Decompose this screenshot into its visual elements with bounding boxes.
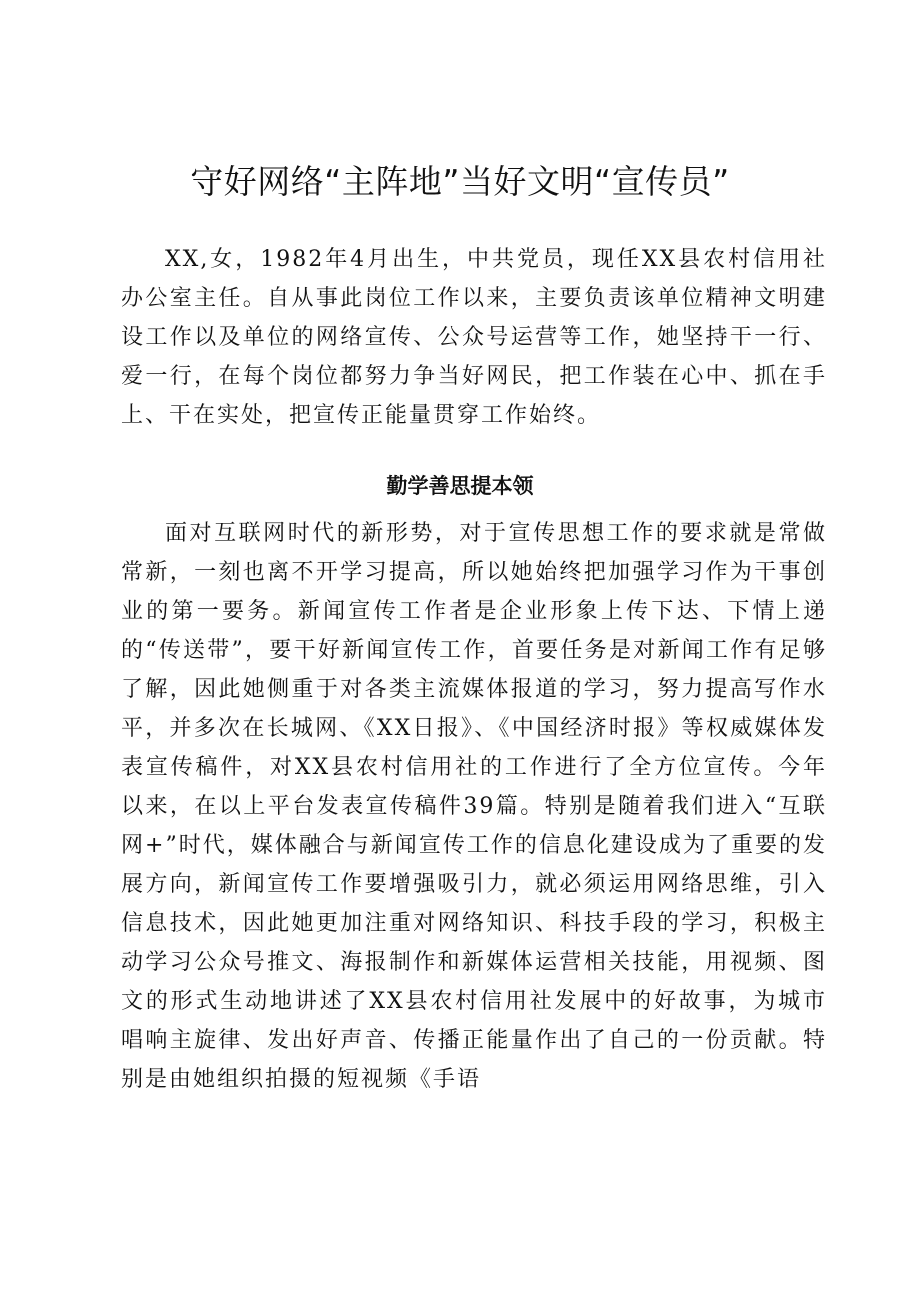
section-heading: 勤学善思提本领 <box>386 474 534 498</box>
intro-paragraph: XX,女，1982年4月出生，中共党员，现任XX县农村信用社办公室主任。自从事此岗位工作以来，主要负责该单位精神文明建设工作以及单位的网络宣传、公众号运营等工作，她坚持干一行、爱一行，在每个岗位都努力争当好网民，把工作装在心中、抓在手上、干在实处，把宣传正能量贯穿工作始终。 <box>121 247 827 428</box>
body-paragraph: 面对互联网时代的新形势，对于宣传思想工作的要求就是常做常新，一刻也离不开学习提高，所以她始终把加强学习作为干事创业的第一要务。新闻宣传工作者是企业形象上传下达、下情上递的“传送带”，要干好新闻宣传工作，首要任务是对新闻工作有足够了解，因此她侧重于对各类主流媒体报道的学习，努力提高写作水平，并多次在长城网、《XX日报》、《中国经济时报》等权威媒体发表宣传稿件，对XX县农村信用社的工作进行了全方位宣传。今年以来，在以上平台发表宣传稿件39篇。特别是随着我们进入“互联网+”时代，媒体融合与新闻宣传工作的信息化建设成为了重要的发展方向，新闻宣传工作要增强吸引力，就必须运用网络思维，引入信息技术，因此她更加注重对网络知识、科技手段的学习，积极主动学习公众号推文、海报制作和新媒体运营相关技能，用视频、图文的形式生动地讲述了XX县农村信用社发展中的好故事，为城市唱响主旋律、发出好声音、传播正能量作出了自己的一份贡献。特别是由她组织拍摄的短视频《手语 <box>121 521 827 1092</box>
document-title: 守好网络“主阵地”当好文明“宣传员” <box>190 162 730 201</box>
